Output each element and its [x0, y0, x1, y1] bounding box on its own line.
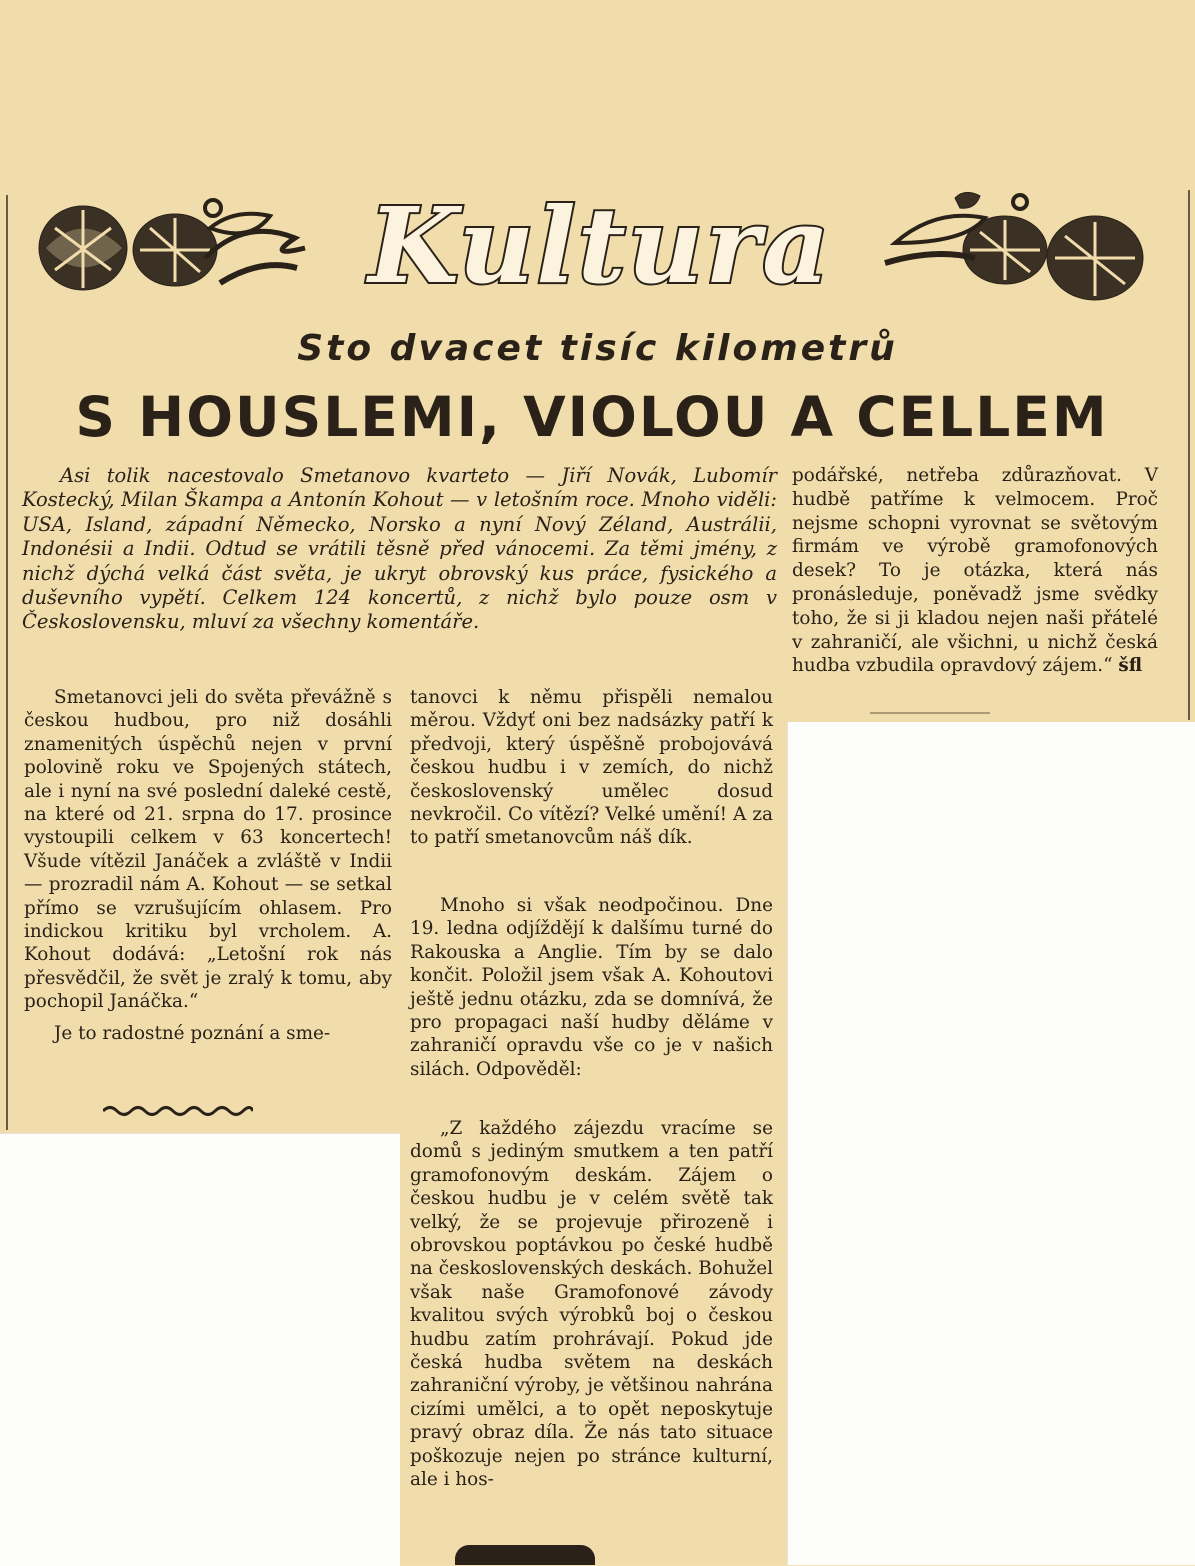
paragraph-text: podářské, netřeba zdůrazňovat. V hudbě patříme k velmocem. Proč nejsme schopni vyrovnat se světovým firmám ve výrobě gramofonových desek? To je otázka, která nás pronásleduje, poněvadž jsme svědky toho, že si ji kladou nejen naši přátelé v zahraničí, ale všichni, u nichž česká hudba vzbudila opravdový zájem.“ — [792, 465, 1158, 677]
paragraph: Mnoho si však neodpočinou. Dne 19. ledna odjíždějí k dalšímu turné do Rakouska a Anglie. Tím by se dalo končit. Položil jsem však A. Kohoutovi ještě jednu otázku, zda se domnívá, že pro propagaci naší hudby děláme v zahraničí opravdu vše co je v našich silách. Odpověděl: — [410, 895, 773, 1080]
paragraph: „Z každého zájezdu vracíme se domů s jediným smutkem a ten patří gramofonovým deskám. Zájem o českou hudbu je v celém světě tak velký, že se projevuje přirozeně i obrovskou poptávkou po české hudbě na československých deskách. Bohužel však naše Gramofonové závody kvalitou svých výrobků boj o českou hudbu zatím prohrávají. Pokud jde česká hudba světem na deskách zahraniční výroby, je většinou nahrána cizími umělci, a to opět neposkytuje pravý obraz díla. Že nás tato situace poškozuje nejen po stránce kulturní, ale i hos- — [410, 1118, 773, 1491]
clipping-edge-right — [1188, 190, 1190, 720]
wavy-divider — [103, 1104, 253, 1118]
article-subtitle: Sto dvacet tisíc kilometrů — [297, 328, 898, 369]
column-second — [410, 686, 773, 858]
floral-vine-left-ornament — [39, 200, 305, 290]
section-title: Kultura — [368, 184, 832, 307]
article-headline: S HOUSLEMI, VIOLOU A CELLEM — [75, 385, 1109, 449]
paragraph — [792, 464, 1158, 678]
article-lead: Asi tolik nacestovalo Smetanovo kvarteto — Jiří Novák, Lubomír Kostecký, Milan Škampa a Antonín Kohout — v letošním roce. Mnoho viděli: USA, Island, západní Německo, Norsko a nyní Nový Zéland, Austrálii, Indonésii a Indii. Odtud se vrátili těsně před vánocemi. Za těmi jmény, z nichž dýchá velká část světa, je ukryt obrovský kus práce, fysického a duševního vypětí. Celkem 124 koncertů, z nichž bylo pouze osm v Československu, mluví za všechny komentáře. — [22, 464, 777, 634]
scan-background-left — [0, 1133, 400, 1566]
paragraph: tanovci k němu přispěli nemalou měrou. Vždyť oni bez nadsázky patří k předvoji, který úspěšně probojovává českou hudbu i v zemích, do nichž československý umělec dosud nevkročil. Co vítězí? Velké umění! A za to patří smetanovcům náš dík. — [410, 687, 773, 849]
column-second-cont — [410, 894, 773, 1089]
floral-vine-right-ornament — [885, 192, 1143, 300]
paragraph: Smetanovci jeli do světa převážně s českou hudbou, pro niž dosáhli znamenitých úspěchů nejen v první polovině roku ve Spojených státech, ale i nyní na své poslední daleké cestě, na které od 21. srpna do 17. prosince vystoupili celkem v 63 koncertech! Všude vítězil Janáček a zvláště v Indii — prozradil nám A. Kohout — se setkal přímo se vzrušujícím ohlasem. Pro indickou kritiku byl vrcholem. A. Kohout dodává: „Letošní rok nás přesvědčil, že svět je zralý k tomu, aby pochopil Janáčka.“ — [24, 687, 392, 1013]
divider — [870, 712, 990, 714]
column-first — [24, 686, 392, 1053]
column-third — [792, 464, 1158, 686]
author-signature: šfl — [1118, 655, 1143, 677]
paragraph: Je to radostné poznání a sme- — [54, 1022, 331, 1044]
next-article-fragment — [455, 1545, 595, 1565]
column-quote — [410, 1117, 773, 1500]
scan-background-right — [787, 722, 1195, 1565]
